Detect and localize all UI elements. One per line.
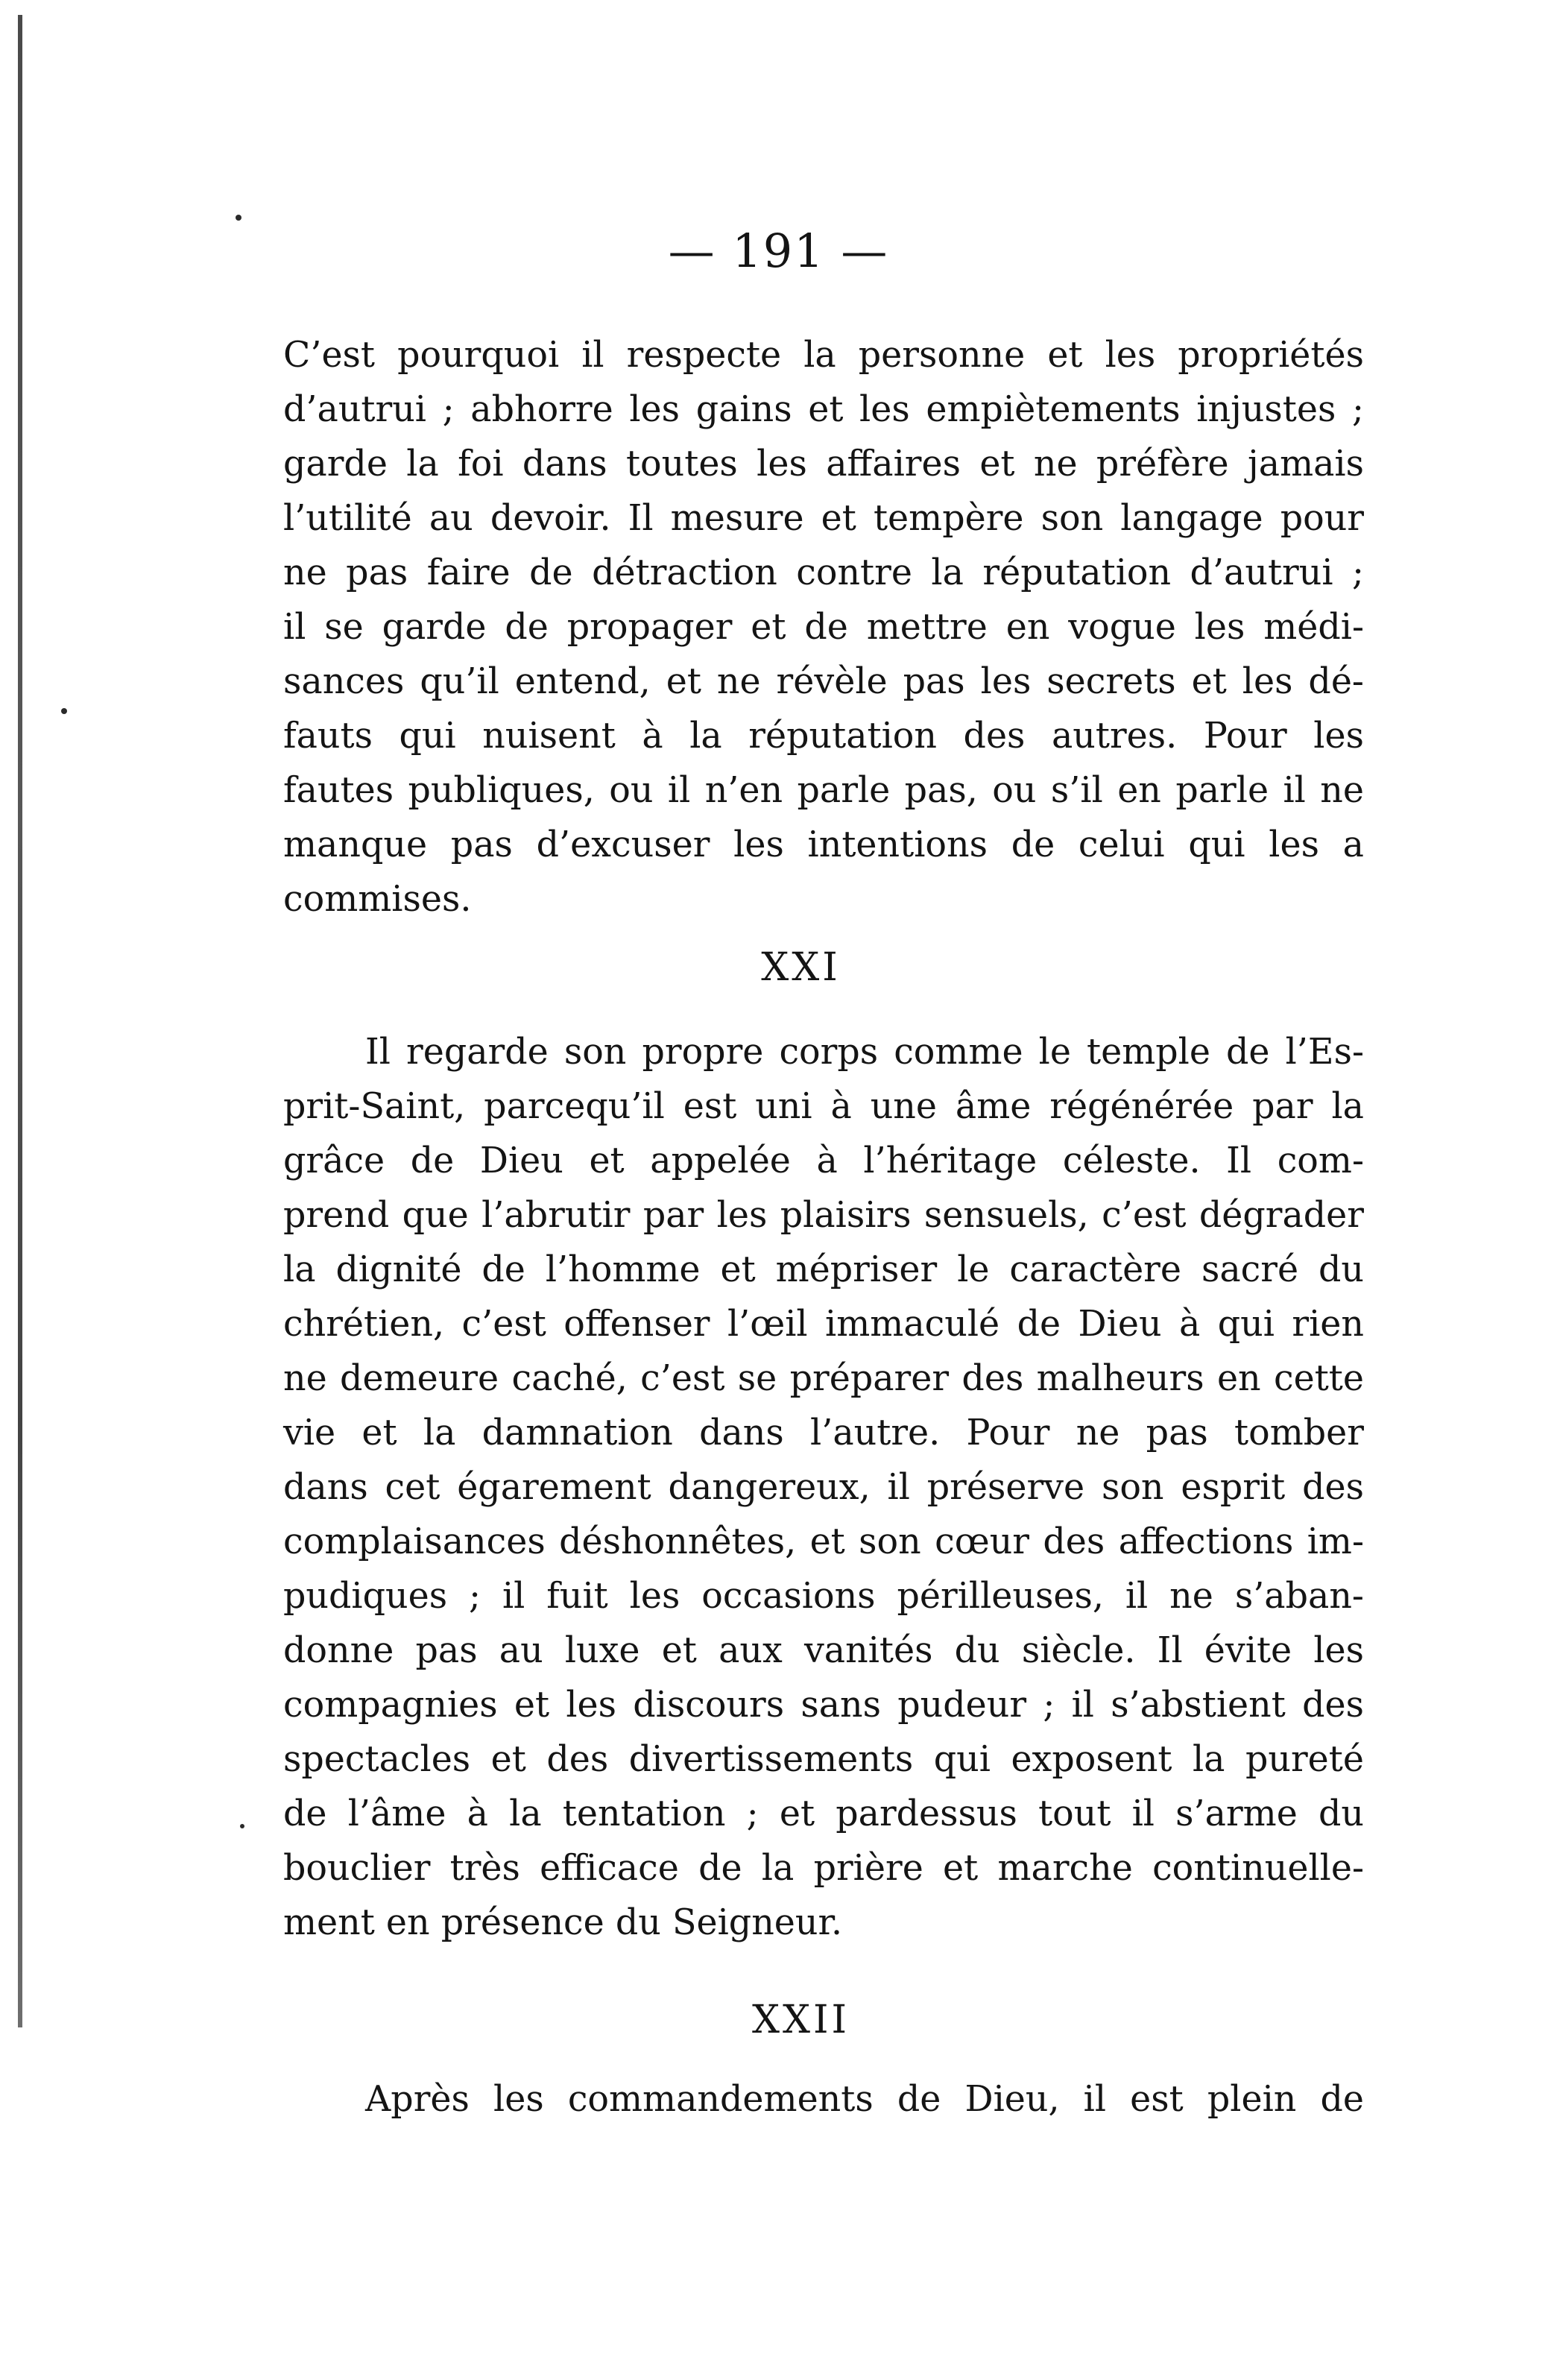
text-line: grâce de Dieu et appelée à l’héritage céleste. Il com- xyxy=(283,1140,1364,1181)
text-line: C’est pourquoi il respecte la personne et les propriétés xyxy=(283,335,1364,376)
text-line: ment en présence du Seigneur. xyxy=(283,1902,843,1943)
text-line: spectacles et des divertissements qui exposent la pureté xyxy=(283,1739,1364,1780)
text-line: d’autrui ; abhorre les gains et les empiètements injustes ; xyxy=(283,389,1364,430)
text-line: prend que l’abrutir par les plaisirs sensuels, c’est dégrader xyxy=(283,1195,1364,1236)
text-line: Après les commandements de Dieu, il est plein de xyxy=(365,2079,1364,2120)
text-line: ne demeure caché, c’est se préparer des malheurs en cette xyxy=(283,1358,1364,1399)
paragraph-1 xyxy=(283,328,1364,927)
text-line: sances qu’il entend, et ne révèle pas les secrets et les dé- xyxy=(283,661,1364,702)
text-line: bouclier très efficace de la prière et marche continuelle- xyxy=(283,1848,1364,1889)
text-line: complaisances déshonnêtes, et son cœur des affections im- xyxy=(283,1521,1364,1562)
print-speck xyxy=(240,1824,244,1828)
section-heading-xxi: XXI xyxy=(761,945,841,990)
text-line: Il regarde son propre corps comme le temple de l’Es- xyxy=(365,1032,1364,1073)
text-line: garde la foi dans toutes les affaires et ne préfère jamais xyxy=(283,444,1364,484)
text-line: donne pas au luxe et aux vanités du siècle. Il évite les xyxy=(283,1630,1364,1671)
section-xxi-body xyxy=(283,1025,1364,1950)
text-line: pudiques ; il fuit les occasions périlleuses, il ne s’aban- xyxy=(283,1576,1364,1617)
text-line: de l’âme à la tentation ; et pardessus tout il s’arme du xyxy=(283,1793,1364,1834)
text-line: l’utilité au devoir. Il mesure et tempère son langage pour xyxy=(283,498,1364,539)
section-xxii-body xyxy=(283,2072,1364,2127)
text-line: ne pas faire de détraction contre la réputation d’autrui ; xyxy=(283,552,1364,593)
text-line: la dignité de l’homme et mépriser le caractère sacré du xyxy=(283,1249,1364,1290)
text-line: fautes publiques, ou il n’en parle pas, ou s’il en parle il ne xyxy=(283,770,1364,811)
text-line: vie et la damnation dans l’autre. Pour ne pas tomber xyxy=(283,1412,1364,1453)
print-speck xyxy=(61,708,67,714)
page-number: — 191 — xyxy=(668,224,889,278)
text-line: chrétien, c’est offenser l’œil immaculé de Dieu à qui rien xyxy=(283,1304,1364,1345)
text-line: il se garde de propager et de mettre en vogue les médi- xyxy=(283,607,1364,648)
print-speck xyxy=(236,215,241,221)
text-line: prit-Saint, parcequ’il est uni à une âme régénérée par la xyxy=(283,1086,1364,1127)
text-line: manque pas d’excuser les intentions de celui qui les a xyxy=(283,824,1364,865)
text-line: commises. xyxy=(283,879,472,920)
section-heading-xxii: XXII xyxy=(751,1998,850,2042)
text-line: compagnies et les discours sans pudeur ; il s’abstient des xyxy=(283,1685,1364,1726)
text-line: fauts qui nuisent à la réputation des autres. Pour les xyxy=(283,716,1364,757)
page-edge-shadow xyxy=(18,15,22,2027)
text-line: dans cet égarement dangereux, il préserve son esprit des xyxy=(283,1467,1364,1508)
